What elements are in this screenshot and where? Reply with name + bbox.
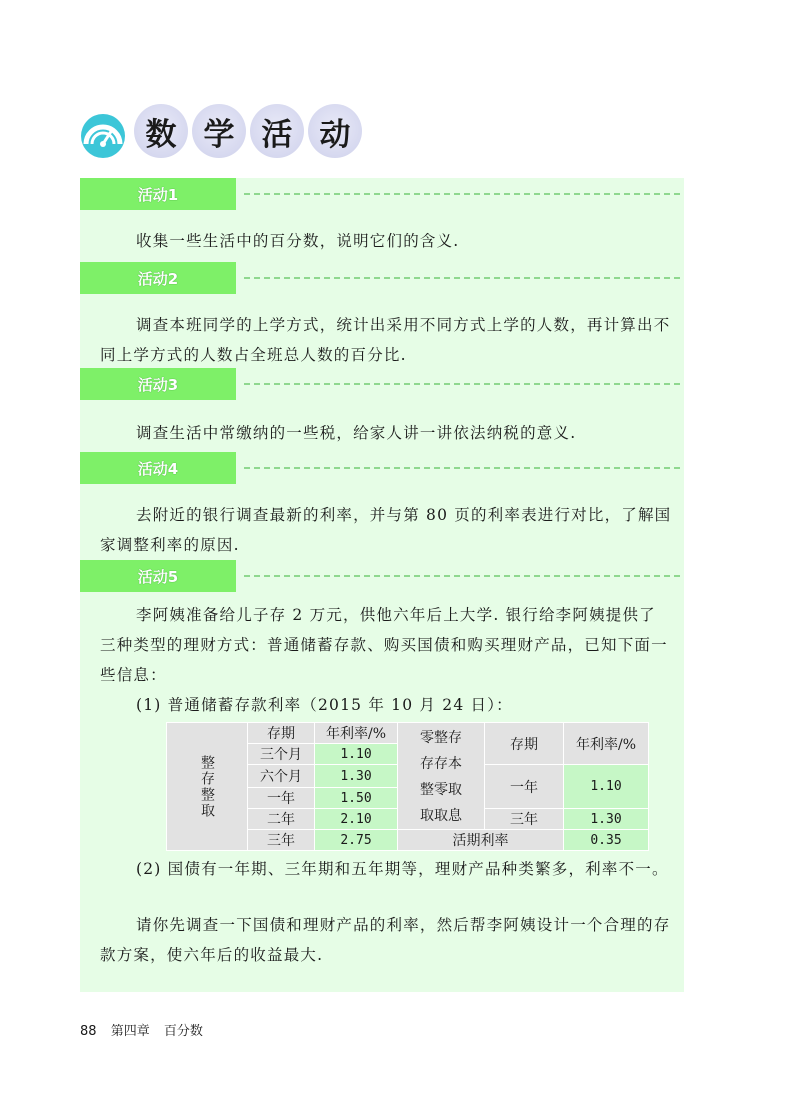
divider [244,383,680,385]
table-cell: 0.35 [564,830,649,851]
activity-label: 活动5 [80,560,236,592]
page-footer [80,1020,213,1039]
table-cell: 2.75 [315,830,398,851]
activity-text: 调查生活中常缴纳的一些税，给家人讲一讲依法纳税的意义. [136,424,577,442]
table-cell: 一年 [485,765,564,809]
page-number: 88 [80,1024,97,1039]
table-cell: 活期利率 [398,830,564,851]
divider [244,467,680,469]
title-char: 数 [134,104,188,158]
speedometer-icon [78,110,128,158]
table-header: 年利率/% [564,723,649,765]
table-header: 存期 [248,723,315,744]
table-cell: 1.30 [315,765,398,788]
table-group-label: 整存整取 [167,723,248,851]
table-header: 存期 [485,723,564,765]
chapter-title: 百分数 [163,1024,203,1039]
activity-text: 去附近的银行调查最新的利率，并与第 80 页的利率表进行对比，了解国家调整利率的原因. [100,506,672,554]
activity-text: 调查本班同学的上学方式，统计出采用不同方式上学的人数，再计算出不同上学方式的人数占全班总人数的百分比. [100,316,671,364]
activity-text: 李阿姨准备给儿子存 2 万元，供他六年后上大学. 银行给李阿姨提供了三种类型的理财方式：普通储蓄存款、购买国债和购买理财产品，已知下面一些信息： [100,606,668,684]
table-cell: 二年 [248,809,315,830]
divider [244,575,680,577]
title-char: 学 [192,104,246,158]
table-cell: 三个月 [248,744,315,765]
activity-text: 收集一些生活中的百分数，说明它们的含义. [136,232,460,250]
table-cell: 六个月 [248,765,315,788]
section-header [78,104,408,160]
chapter-number: 第四章 [110,1024,150,1039]
title-char: 活 [250,104,304,158]
table-cell: 一年 [248,788,315,809]
table-group-label [398,723,485,830]
table-group-line: 存存本 [420,756,462,772]
activity-label: 活动2 [80,262,236,294]
table-cell: 1.30 [564,809,649,830]
interest-rate-table [166,722,649,851]
activity-text: 请你先调查一下国债和理财产品的利率，然后帮李阿姨设计一个合理的存款方案，使六年后的收益最大. [100,916,671,964]
table-group-line: 取取息 [420,808,462,824]
activity-label: 活动3 [80,368,236,400]
divider [244,277,680,279]
activity-text: (1) 普通储蓄存款利率（2015 年 10 月 24 日）： [136,696,513,714]
activity-label: 活动4 [80,452,236,484]
table-cell: 1.10 [315,744,398,765]
divider [244,193,680,195]
table-group-line: 整零取 [420,782,462,798]
table-group-line: 零整存 [420,730,462,746]
title-char: 动 [308,104,362,158]
table-cell: 1.10 [564,765,649,809]
table-cell: 1.50 [315,788,398,809]
table-cell: 三年 [485,809,564,830]
table-cell: 三年 [248,830,315,851]
activity-text: (2) 国债有一年期、三年期和五年期等，理财产品种类繁多，利率不一。 [136,860,669,878]
table-cell: 2.10 [315,809,398,830]
table-header: 年利率/% [315,723,398,744]
activity-label: 活动1 [80,178,236,210]
